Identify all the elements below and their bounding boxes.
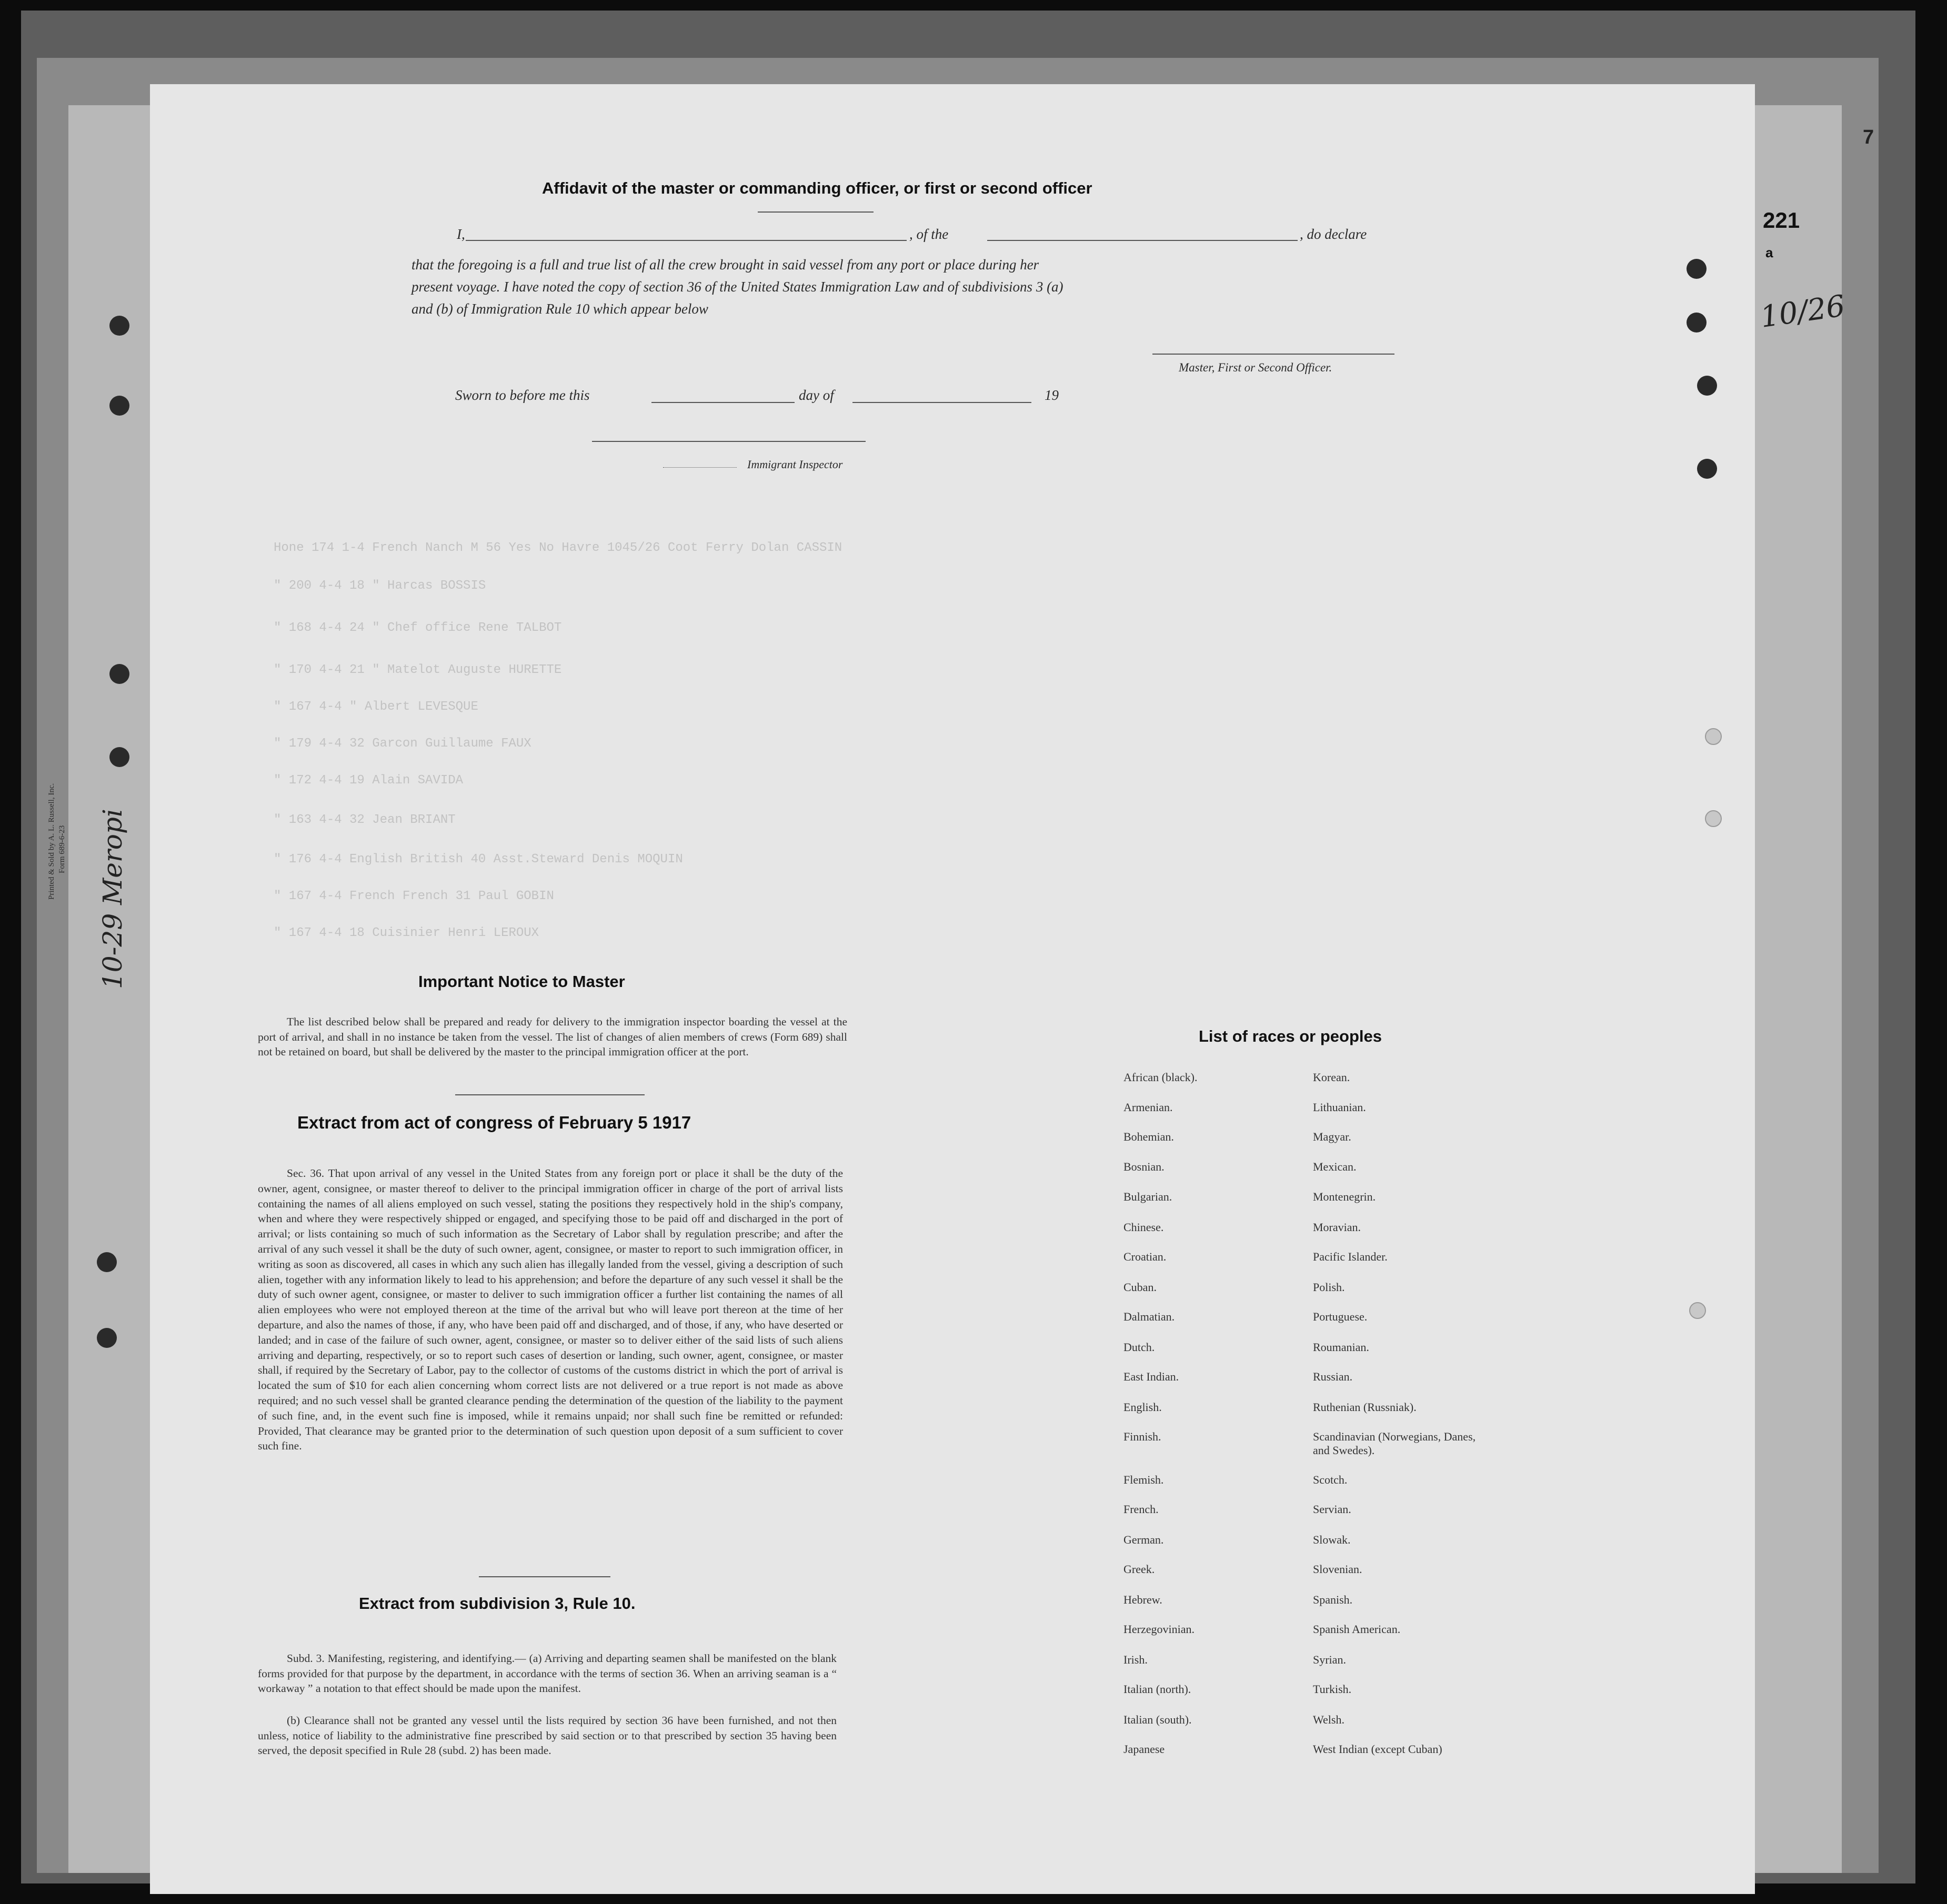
race-left-item: Bohemian.	[1123, 1130, 1174, 1143]
punch-hole	[1687, 313, 1707, 333]
race-left-item: Cuban.	[1123, 1281, 1157, 1294]
bleed-through-text: " 200 4-4 18 " Harcas BOSSIS	[274, 579, 486, 593]
race-left-item: Irish.	[1123, 1653, 1148, 1666]
printer-imprint-line-2: Form 689-6-23	[58, 825, 66, 873]
bleed-through-text: " 163 4-4 32 Jean BRIANT	[274, 813, 456, 827]
affidavit-title: Affidavit of the master or commanding officer, or first or second officer	[542, 179, 1092, 197]
extract-act-body: Sec. 36. That upon arrival of any vessel in the United States from any foreign port or place it shall be the duty of the owner, agent, consignee, or master thereof to deliver to the principal immigration officer in charge of the port of arrival lists containing the names of all aliens employed on such vessel, stating the positions they respectively hold in the ship's company, when and where they were respectively shipped or engaged, and specifying those to be paid off and discharged in the port of arrival; or lists containing so much of such information as the Secretary of Labor shall by regulation prescribe; and after the arrival of any such vessel it shall be the duty of such owner, agent, consignee, or master to report to such immigration officer, in writing as soon as discovered, all cases in which any such alien has illegally landed from the vessel, giving a description of such alien, together with any information likely to lead to his apprehension; and before the departure of any such vessel it shall be the duty of such owner agent, consignee, or master to deliver to such immigration officer a further list containing the names of all alien employees who were not employed thereon at the time of the arrival but who will leave port thereon at the time of her departure, and also the names of those, if any, who have been paid off and discharged, and of those, if any, who have deserted or landed; and in case of the failure of such owner, agent, consignee, or master so to deliver either of the said lists of such aliens arriving and departing, respectively, or so to report such cases of desertion or landing, such owner, agent, consignee, or master shall, if required by the Secretary of Labor, pay to the collector of customs of the customs district in which the port of arrival is located the sum of $10 for each alien concerning whom correct lists are not delivered or a true report is not made as above required; and no such vessel shall be granted clearance pending the determination of the question of the liability to the payment of such fine, and, in the event such fine is imposed, while it remains unpaid; nor shall such fine be remitted or refunded: Provided, That clearance may be granted prior to the determination of such question upon deposit of a sum sufficient to cover such fine.	[258, 1167, 843, 1453]
race-left-item: East Indian.	[1123, 1370, 1179, 1383]
race-right-item: Moravian.	[1313, 1221, 1361, 1234]
race-right-item: Servian.	[1313, 1503, 1351, 1516]
affidavit-line-1: that the foregoing is a full and true list of all the crew brought in said vessel from any port or place during her	[412, 257, 1039, 273]
vessel-blank[interactable]	[987, 240, 1298, 241]
form-sheet	[150, 84, 1755, 1894]
race-right-item: Portuguese.	[1313, 1310, 1368, 1323]
race-right-item: Korean.	[1313, 1071, 1350, 1084]
races-title: List of races or peoples	[1199, 1027, 1382, 1045]
race-right-item: Ruthenian (Russniak).	[1313, 1401, 1417, 1414]
race-left-item: Croatian.	[1123, 1250, 1167, 1263]
sworn-label: Sworn to before me this	[455, 387, 590, 403]
extract-act-rule	[479, 1576, 610, 1577]
race-left-item: English.	[1123, 1401, 1162, 1414]
extract-rule-title: Extract from subdivision 3, Rule 10.	[359, 1594, 636, 1613]
affidavit-of-the-label: , of the	[909, 226, 949, 242]
punch-hole	[1689, 1302, 1706, 1319]
day-of-label: day of	[799, 387, 834, 403]
bleed-through-text: " 167 4-4 " Albert LEVESQUE	[274, 700, 478, 714]
race-right-item: Turkish.	[1313, 1683, 1352, 1696]
bleed-through-text: " 172 4-4 19 Alain SAVIDA	[274, 773, 464, 788]
race-left-item: Dutch.	[1123, 1341, 1155, 1354]
race-left-item: Flemish.	[1123, 1473, 1164, 1486]
extract-rule-para-b: (b) Clearance shall not be granted any vessel until the lists required by section 36 have been furnished, and not then unless, notice of liability to the administrative fine prescribed by said section or to that prescribed by section 35 having been served, the deposit specified in Rule 28 (subd. 2) has been made.	[258, 1714, 837, 1757]
bleed-through-text: " 170 4-4 21 " Matelot Auguste HURETTE	[274, 663, 562, 677]
bleed-through-text: " 176 4-4 English British 40 Asst.Steward Denis MOQUIN	[274, 852, 683, 867]
race-right-item: Slovenian.	[1313, 1563, 1362, 1576]
signature-caption: Master, First or Second Officer.	[1179, 361, 1332, 374]
race-left-item: French.	[1123, 1503, 1159, 1516]
punch-hole	[1697, 459, 1717, 479]
extract-rule-para-a: Subd. 3. Manifesting, registering, and identifying.— (a) Arriving and departing seamen shall be manifested on the blank forms provided for that purpose by the department, in accordance with the terms of section 36. When an arriving seaman is a “ workaway ” a notation to that effect should be made upon the manifest.	[258, 1652, 837, 1695]
race-right-item: Russian.	[1313, 1370, 1353, 1383]
race-left-item: Japanese	[1123, 1742, 1165, 1756]
race-right-item: Roumanian.	[1313, 1341, 1369, 1354]
race-left-item: Dalmatian.	[1123, 1310, 1175, 1323]
bleed-through-text: " 167 4-4 French French 31 Paul GOBIN	[274, 889, 554, 903]
race-right-item: Spanish.	[1313, 1593, 1353, 1606]
notice-body: The list described below shall be prepared and ready for delivery to the immigration inspector boarding the vessel at the port of arrival, and shall in no instance be taken from the vessel. The list of changes of alien members of crews (Form 689) shall not be retained on board, but shall be delivered by the master to the principal immigration officer at the port.	[258, 1015, 847, 1058]
printer-imprint-line-1: Printed & Sold by A. L. Russell, Inc.	[47, 783, 56, 900]
race-right-item: Lithuanian.	[1313, 1101, 1366, 1114]
punch-hole	[1705, 810, 1722, 827]
race-right-item: Spanish American.	[1313, 1623, 1401, 1636]
race-right-item: Scandinavian (Norwegians, Danes, and Swedes).	[1313, 1430, 1476, 1457]
race-left-item: Italian (north).	[1123, 1683, 1191, 1696]
race-left-item: Italian (south).	[1123, 1713, 1192, 1726]
notice-title: Important Notice to Master	[418, 972, 625, 991]
race-right-item: Mexican.	[1313, 1160, 1357, 1173]
sworn-day-blank[interactable]	[651, 402, 795, 403]
punch-hole	[1697, 376, 1717, 396]
sworn-month-blank[interactable]	[852, 402, 1031, 403]
bleed-through-text: " 167 4-4 18 Cuisinier Henri LEROUX	[274, 926, 539, 940]
punch-hole	[109, 747, 129, 767]
punch-hole	[109, 316, 129, 336]
race-left-item: Herzegovinian.	[1123, 1623, 1195, 1636]
race-left-item: African (black).	[1123, 1071, 1198, 1084]
signature-blank[interactable]	[1152, 354, 1394, 355]
punch-hole	[97, 1252, 117, 1272]
race-right-item: Polish.	[1313, 1281, 1345, 1294]
race-right-item: West Indian (except Cuban)	[1313, 1742, 1442, 1756]
bleed-through-text: " 168 4-4 24 " Chef office Rene TALBOT	[274, 621, 562, 635]
name-blank[interactable]	[466, 240, 907, 241]
sheet-letter: a	[1765, 245, 1773, 260]
punch-hole	[109, 664, 129, 684]
race-left-item: Bosnian.	[1123, 1160, 1165, 1173]
bleed-through-text: " 179 4-4 32 Garcon Guillaume FAUX	[274, 737, 531, 751]
sheet-number: 221	[1763, 208, 1800, 233]
race-left-item: Chinese.	[1123, 1221, 1164, 1234]
handwritten-ship-note: 10-29 Meropi	[97, 809, 128, 989]
punch-hole	[1687, 259, 1707, 279]
title-rule	[758, 211, 874, 213]
race-right-item: Pacific Islander.	[1313, 1250, 1388, 1263]
extract-act-title: Extract from act of congress of February 5 1917	[297, 1113, 691, 1132]
affidavit-declare: , do declare	[1300, 226, 1367, 242]
race-right-item: Welsh.	[1313, 1713, 1344, 1726]
race-left-item: Armenian.	[1123, 1101, 1173, 1114]
affidavit-line-2: present voyage. I have noted the copy of section 36 of the United States Immigration Law and of subdivisions 3 (a)	[412, 279, 1063, 295]
inspector-label: Immigrant Inspector	[747, 458, 843, 471]
affidavit-i-label: I,	[457, 226, 465, 242]
race-left-item: German.	[1123, 1533, 1164, 1546]
punch-hole	[97, 1328, 117, 1348]
date-note: 10/26	[1758, 289, 1848, 335]
race-left-item: Bulgarian.	[1123, 1190, 1172, 1203]
race-right-item: Scotch.	[1313, 1473, 1348, 1486]
year-prefix: 19	[1045, 387, 1059, 403]
bleed-through-text: Hone 174 1-4 French Nanch M 56 Yes No Havre 1045/26 Coot Ferry Dolan CASSIN	[274, 541, 842, 555]
affidavit-line-3: and (b) of Immigration Rule 10 which appear below	[412, 301, 708, 317]
race-left-item: Finnish.	[1123, 1430, 1161, 1443]
punch-hole	[1705, 728, 1722, 745]
notice-rule	[455, 1094, 645, 1095]
race-right-item: Magyar.	[1313, 1130, 1351, 1143]
race-left-item: Hebrew.	[1123, 1593, 1162, 1606]
race-left-item: Greek.	[1123, 1563, 1155, 1576]
inspector-signature-blank[interactable]	[592, 441, 866, 442]
inspector-dotted-rule	[663, 467, 737, 468]
punch-hole	[109, 396, 129, 416]
race-right-item: Slowak.	[1313, 1533, 1351, 1546]
page-digit: 7	[1863, 126, 1874, 148]
race-right-item: Syrian.	[1313, 1653, 1346, 1666]
race-right-item: Montenegrin.	[1313, 1190, 1376, 1203]
